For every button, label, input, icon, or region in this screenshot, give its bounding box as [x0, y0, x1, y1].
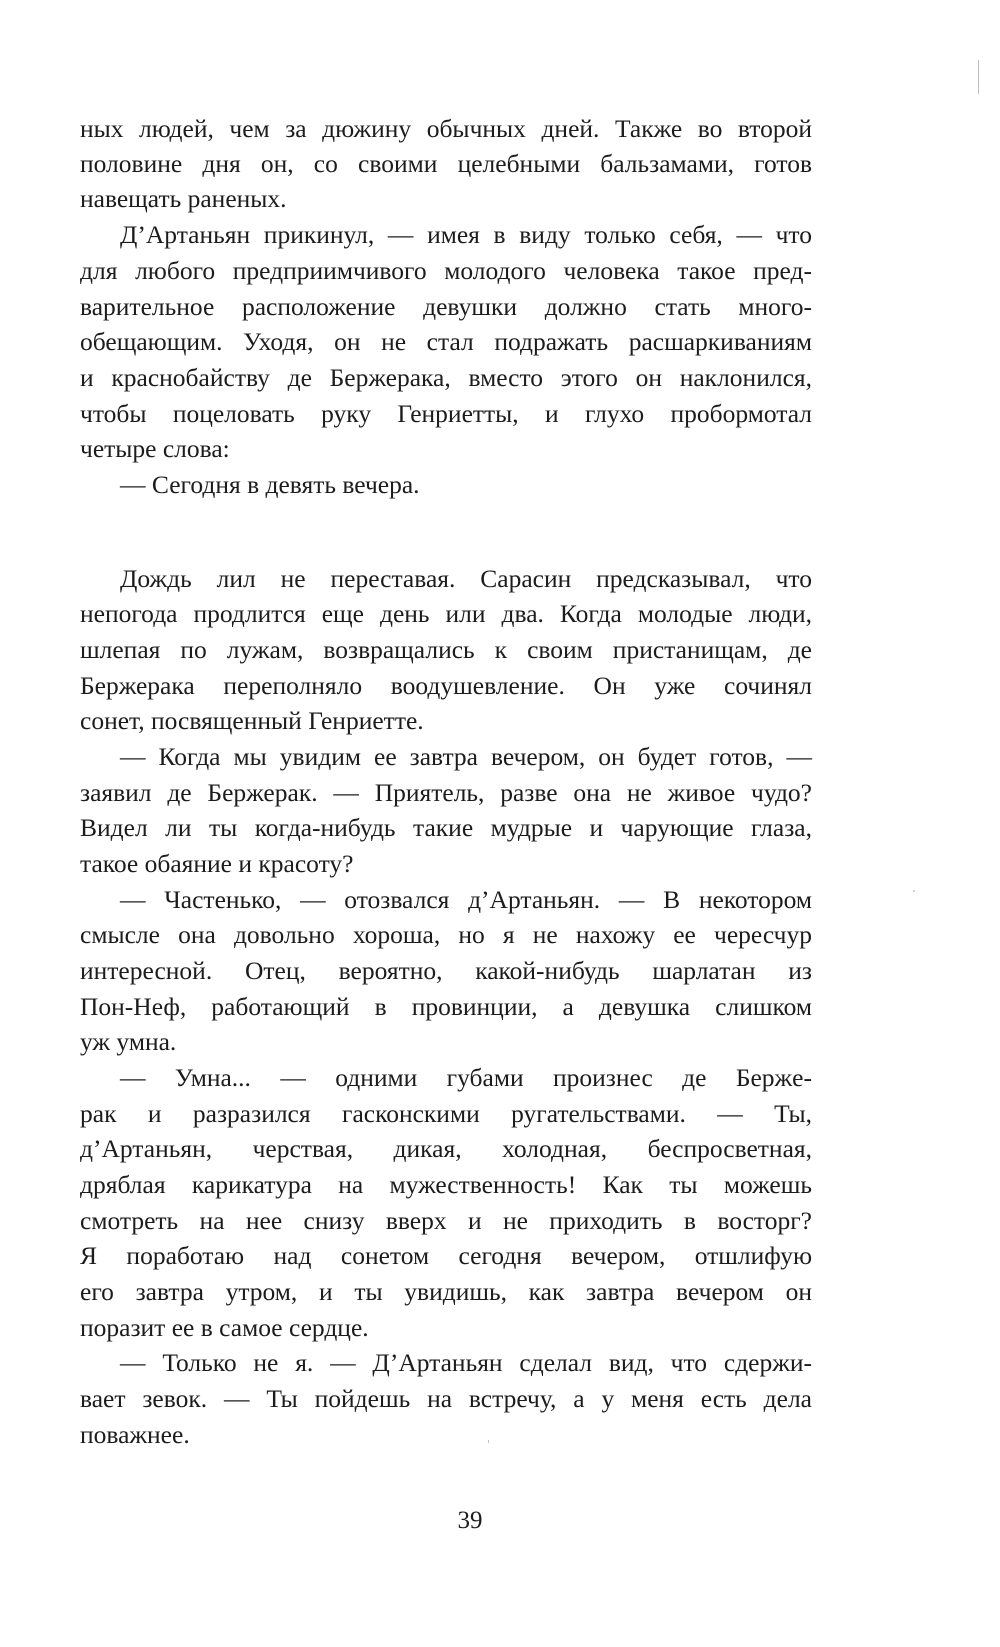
- text-line: обещающим. Уходя, он не стал подражать расшаркиваниям: [80, 327, 812, 356]
- text-line: Пон-Неф, работающий в провинции, а девушка слишком: [80, 992, 812, 1021]
- text-line: и краснобайству де Бержерака, вместо этого он наклонился,: [80, 363, 812, 392]
- text-line: — Только не я. — Д’Артаньян сделал вид, что сдержи-: [120, 1348, 812, 1377]
- text-line: его завтра утром, и ты увидишь, как завтра вечером он: [80, 1277, 812, 1306]
- text-line: Видел ли ты когда-нибудь такие мудрые и чарующие глаза,: [80, 813, 812, 842]
- text-line: смысле она довольно хороша, но я не нахожу ее чересчур: [80, 920, 812, 949]
- text-line: половине дня он, со своими целебными бальзамами, готов: [80, 149, 812, 178]
- text-line: Я поработаю над сонетом сегодня вечером, отшлифую: [80, 1241, 812, 1270]
- text-line: дряблая карикатура на мужественность! Как ты можешь: [80, 1170, 812, 1199]
- text-line: чтобы поцеловать руку Генриетты, и глухо пробормотал: [80, 399, 812, 428]
- text-line: такое обаяние и красоту?: [80, 849, 354, 878]
- text-line: — Частенько, — отозвался д’Артаньян. — В некотором: [120, 885, 812, 914]
- text-line: поважнее.: [80, 1420, 190, 1449]
- scan-speck: [488, 1440, 489, 1443]
- text-line: варительное расположение девушки должно стать много-: [80, 292, 812, 321]
- text-line: вает зевок. — Ты пойдешь на встречу, а у меня есть дела: [80, 1384, 812, 1413]
- scan-speck: [913, 890, 915, 892]
- text-line: навещать раненых.: [80, 184, 287, 213]
- text-line: четыре слова:: [80, 434, 230, 463]
- text-line: смотреть на нее снизу вверх и не приходить в восторг?: [80, 1206, 812, 1235]
- text-line: поразит ее в самое сердце.: [80, 1313, 369, 1342]
- text-line: Бержерака переполняло воодушевление. Он уже сочинял: [80, 671, 812, 700]
- text-line: ных людей, чем за дюжину обычных дней. Также во второй: [80, 114, 812, 143]
- text-line: непогода продлится еще день или два. Когда молодые люди,: [80, 599, 812, 628]
- scan-speck: [978, 60, 979, 94]
- text-line: для любого предприимчивого молодого человека такое пред-: [80, 256, 812, 285]
- text-line: интересной. Отец, вероятно, какой-нибудь шарлатан из: [80, 956, 812, 985]
- text-line: — Умна... — одними губами произнес де Бержe-: [120, 1063, 812, 1092]
- page-number: 39: [457, 1507, 483, 1534]
- text-line: — Когда мы увидим ее завтра вечером, он будет готов, —: [120, 742, 812, 771]
- text-line: Дождь лил не переставая. Сарасин предсказывал, что: [120, 564, 812, 593]
- text-line: сонет, посвященный Генриетте.: [80, 706, 424, 735]
- text-line: заявил де Бержерак. — Приятель, разве она не живое чудо?: [80, 778, 812, 807]
- text-line: — Сегодня в девять вечера.: [120, 470, 420, 499]
- text-line: д’Артаньян, черствая, дикая, холодная, беспросветная,: [80, 1134, 812, 1163]
- text-line: уж умна.: [80, 1027, 177, 1056]
- text-line: шлепая по лужам, возвращались к своим пристанищам, де: [80, 635, 812, 664]
- text-line: Д’Артаньян прикинул, — имея в виду только себя, — что: [120, 220, 812, 249]
- text-line: рак и разразился гасконскими ругательствами. — Ты,: [80, 1099, 812, 1128]
